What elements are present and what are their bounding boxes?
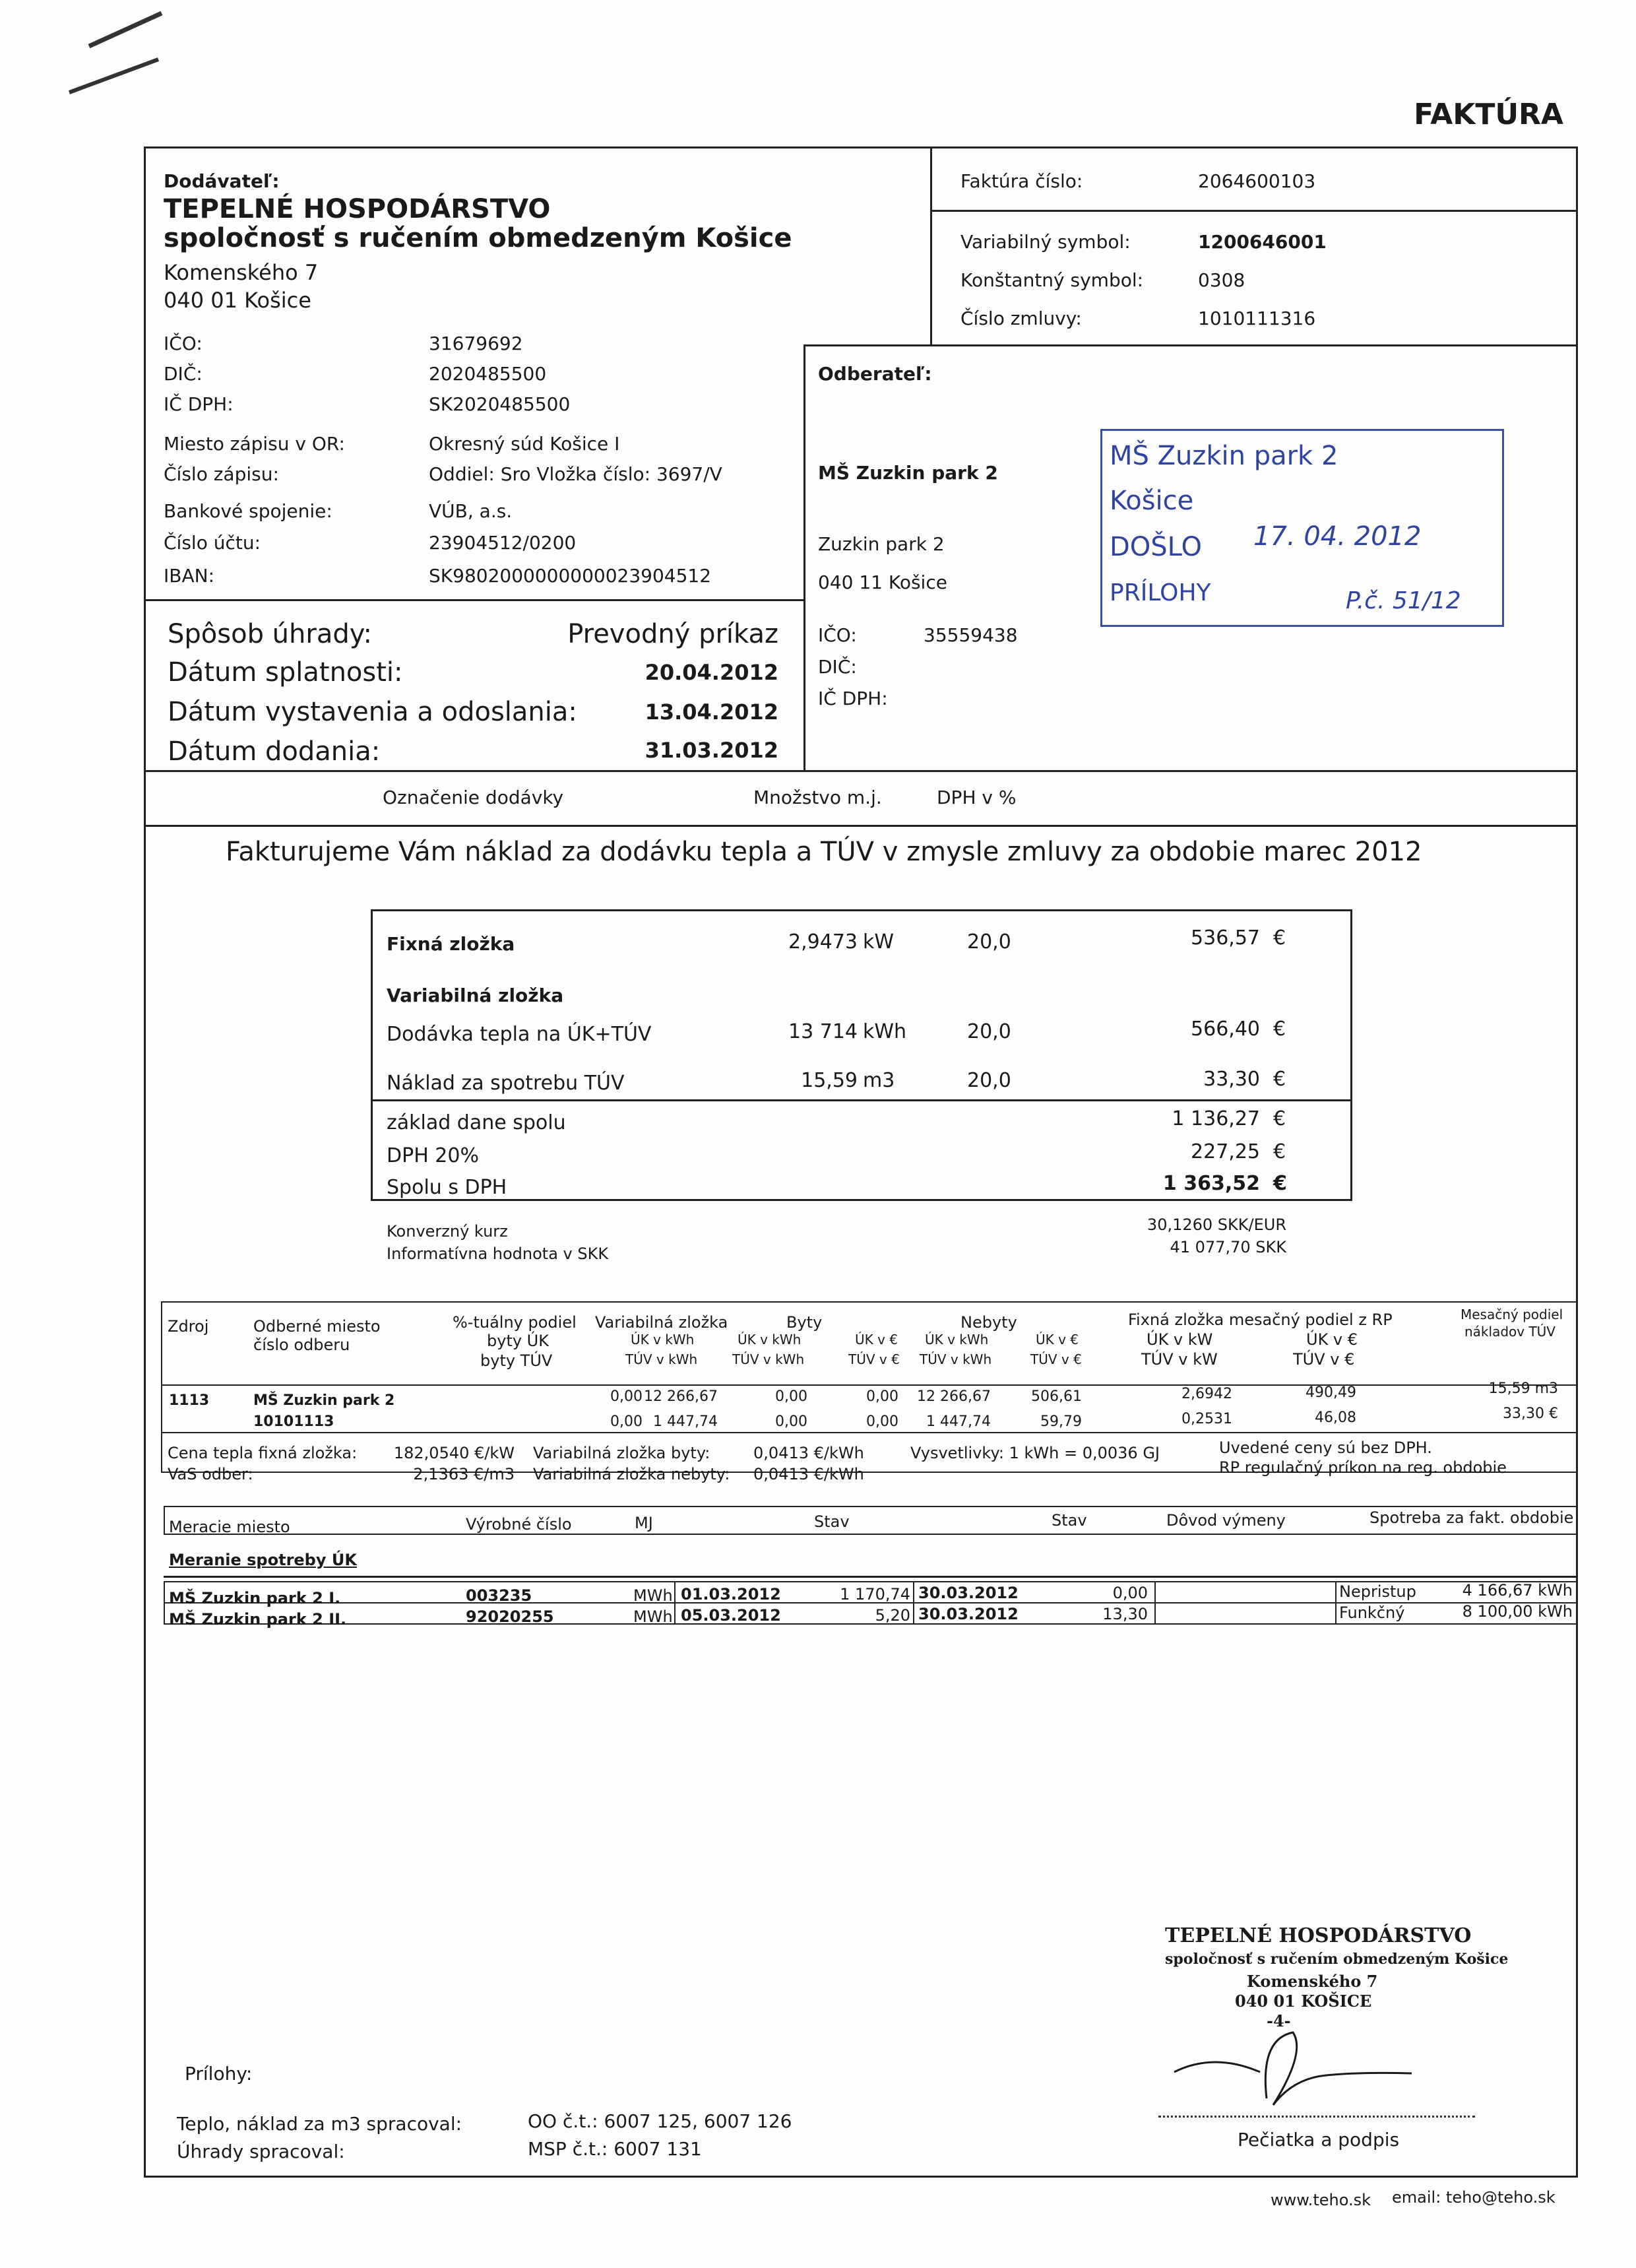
delivery-date: 31.03.2012	[645, 738, 778, 763]
footnote-label: Cena tepla fixná zložka:	[168, 1444, 358, 1462]
signature-label: Pečiatka a podpis	[1238, 2129, 1400, 2151]
contract-number: 1010111316	[1198, 308, 1316, 329]
divider	[144, 825, 1578, 827]
detail-cell: 0,2531	[1181, 1411, 1232, 1427]
supplier-label: Číslo zápisu:	[164, 463, 279, 485]
issue-date-label: Dátum vystavenia a odoslania:	[168, 697, 577, 727]
supplier-label: Bankové spojenie:	[164, 500, 332, 522]
total-amount: 1 363,52	[1162, 1172, 1260, 1195]
stamp-attachments-label: PRÍLOHY	[1110, 579, 1211, 606]
vat-currency: €	[1273, 1140, 1286, 1163]
supplier-label: IČ DPH:	[164, 393, 234, 415]
company-stamp-line: Komenského 7	[1247, 1972, 1378, 1991]
supplier-value: VÚB, a.s.	[429, 500, 513, 522]
contract-number-label: Číslo zmluvy:	[960, 308, 1082, 329]
variable-symbol-label: Variabilný symbol:	[960, 231, 1131, 253]
supplier-label: Miesto zápisu v OR:	[164, 433, 345, 455]
signature-line	[1158, 2116, 1475, 2118]
detail-header: Odberné miesto	[253, 1317, 381, 1336]
stamp-received-date: 17. 04. 2012	[1253, 521, 1422, 552]
payments-value: MSP č.t.: 6007 131	[528, 2138, 702, 2160]
skk-info-label: Informatívna hodnota v SKK	[387, 1245, 609, 1263]
detail-header: ÚK v kWh	[631, 1332, 695, 1347]
invoice-number: 2064600103	[1198, 170, 1316, 192]
item-label: Fixná zložka	[387, 933, 515, 955]
stamp-city: Košice	[1110, 486, 1194, 516]
detail-cell: 490,49	[1306, 1384, 1356, 1401]
detail-cell: 1 447,74	[926, 1413, 991, 1430]
tax-base-currency: €	[1273, 1107, 1286, 1130]
column-designation: Označenie dodávky	[383, 787, 564, 808]
conversion-rate: 30,1260 SKK/EUR	[1147, 1215, 1286, 1234]
footnote-rp: RP regulačný príkon na reg. obdobie	[1219, 1458, 1507, 1477]
payments-label: Úhrady spracoval:	[177, 2141, 345, 2162]
item-quantity: 15,59	[801, 1069, 858, 1092]
meter-consumption: 8 100,00 kWh	[1462, 1602, 1573, 1621]
detail-header: ÚK v €	[855, 1332, 898, 1347]
website-link[interactable]: www.teho.sk	[1271, 2191, 1371, 2209]
meter-header: Výrobné číslo	[466, 1515, 572, 1534]
detail-header: Variabilná zložka	[595, 1313, 728, 1332]
detail-header: TÚV v kWh	[732, 1351, 805, 1367]
supplier-value: Oddiel: Sro Vložka číslo: 3697/V	[429, 463, 722, 485]
meter-place: MŠ Zuzkin park 2 I.	[169, 1589, 341, 1607]
meter-header: Stav	[1052, 1511, 1087, 1530]
meter-value-from: 5,20	[875, 1606, 910, 1625]
variable-component-label: Variabilná zložka	[387, 985, 564, 1006]
meter-value-to: 13,30	[1102, 1605, 1148, 1623]
footnote-value: 0,0413 €/kWh	[753, 1444, 864, 1462]
item-unit: kWh	[863, 1020, 907, 1043]
supplier-value: SK2020485500	[429, 393, 571, 415]
detail-cell: 506,61	[1031, 1388, 1082, 1405]
detail-header: TÚV v kWh	[625, 1351, 698, 1367]
divider	[144, 770, 1578, 772]
due-date: 20.04.2012	[645, 660, 778, 685]
meter-status: Nepristup	[1339, 1582, 1416, 1601]
footnote-prices: Uvedené ceny sú bez DPH.	[1219, 1439, 1432, 1457]
document-title: FAKTÚRA	[1414, 98, 1563, 131]
email-link[interactable]: email: teho@teho.sk	[1392, 2188, 1556, 2207]
footnote-label: Variabilná zložka nebyty:	[533, 1465, 730, 1483]
item-vat: 20,0	[967, 1020, 1011, 1043]
supplier-value: 31679692	[429, 333, 523, 354]
customer-icdph-label: IČ DPH:	[818, 688, 888, 709]
supplier-label: IČO:	[164, 333, 203, 354]
supplier-legal-form: spoločnosť s ručením obmedzeným Košice	[164, 223, 792, 253]
supplier-label: IBAN:	[164, 565, 214, 587]
supplier-label: DIČ:	[164, 363, 203, 385]
skk-info-value: 41 077,70 SKK	[1170, 1238, 1286, 1256]
divider	[674, 1581, 676, 1625]
company-stamp-line: -4-	[1267, 2011, 1291, 2030]
detail-header: ÚK v kWh	[925, 1332, 989, 1347]
customer-name: MŠ Zuzkin park 2	[818, 462, 998, 484]
footnote-label: Variabilná zložka byty:	[533, 1444, 710, 1462]
detail-cell: 1113	[169, 1392, 210, 1409]
item-currency: €	[1273, 1068, 1286, 1091]
total-currency: €	[1273, 1172, 1287, 1195]
item-vat: 20,0	[967, 1069, 1011, 1092]
meter-unit: MWh	[633, 1586, 673, 1605]
detail-header: TÚV v kW	[1141, 1350, 1218, 1369]
item-unit: kW	[863, 930, 895, 954]
meter-place: MŠ Zuzkin park 2 II.	[169, 1610, 347, 1629]
detail-cell: 46,08	[1315, 1409, 1356, 1426]
company-stamp-line: spoločnosť s ručením obmedzeným Košice	[1165, 1951, 1509, 1968]
tax-base-amount: 1 136,27	[1172, 1107, 1260, 1130]
detail-cell: 0,00	[866, 1413, 898, 1430]
meter-consumption: 4 166,67 kWh	[1462, 1581, 1573, 1600]
attachments-label: Prílohy:	[185, 2063, 253, 2085]
detail-header: TÚV v €	[848, 1351, 900, 1367]
supplier-street: Komenského 7	[164, 260, 319, 285]
meter-header: Spotreba za fakt. obdobie	[1369, 1508, 1574, 1527]
customer-ico-label: IČO:	[818, 624, 857, 646]
detail-header: %-tuálny podiel	[453, 1313, 577, 1332]
divider	[1335, 1581, 1337, 1625]
item-amount: 536,57	[1191, 926, 1260, 950]
footnote-value: 2,1363 €/m3	[413, 1465, 515, 1483]
supplier-label: Číslo účtu:	[164, 532, 261, 554]
divider	[1154, 1581, 1156, 1625]
detail-header: Byty	[786, 1313, 823, 1332]
item-amount: 33,30	[1203, 1068, 1260, 1091]
detail-header: TÚV v €	[1293, 1350, 1355, 1369]
signature-icon	[1161, 2026, 1425, 2125]
meter-header: Dôvod výmeny	[1166, 1511, 1286, 1530]
detail-cell: 33,30 €	[1503, 1406, 1558, 1422]
column-quantity: Množstvo m.j.	[753, 787, 882, 808]
detail-cell: 0,00	[866, 1388, 898, 1405]
meter-header: MJ	[635, 1514, 653, 1532]
meter-date-to: 30.03.2012	[918, 1584, 1019, 1602]
detail-header: TÚV v €	[1030, 1351, 1082, 1367]
vat-amount: 227,25	[1191, 1140, 1260, 1163]
divider	[930, 146, 932, 344]
pen-marks	[63, 7, 181, 99]
meter-header: Meracie miesto	[169, 1518, 290, 1536]
footnote-value: 0,0413 €/kWh	[753, 1465, 864, 1483]
footnote-legend: Vysvetlivky: 1 kWh = 0,0036 GJ	[910, 1444, 1160, 1462]
item-quantity: 2,9473	[788, 930, 858, 954]
detail-header: číslo odberu	[253, 1336, 350, 1354]
divider	[930, 210, 1578, 212]
divider	[161, 1432, 1578, 1433]
detail-header: byty ÚK	[487, 1332, 549, 1350]
supplier-city: 040 01 Košice	[164, 288, 311, 313]
detail-cell: 12 266,67	[917, 1388, 991, 1405]
footnote-label: VaS odber:	[168, 1465, 253, 1483]
meter-section-title: Meranie spotreby ÚK	[169, 1551, 357, 1569]
customer-ico: 35559438	[924, 624, 1018, 646]
delivery-date-label: Dátum dodania:	[168, 736, 381, 767]
issue-date: 13.04.2012	[645, 699, 778, 725]
item-unit: m3	[863, 1069, 895, 1092]
item-label: Náklad za spotrebu TÚV	[387, 1072, 625, 1095]
meter-value-from: 1 170,74	[840, 1585, 910, 1604]
vat-label: DPH 20%	[387, 1144, 479, 1167]
item-currency: €	[1273, 926, 1286, 950]
item-label: Dodávka tepla na ÚK+TÚV	[387, 1023, 652, 1046]
detail-header: Fixná zložka mesačný podiel z RP	[1128, 1311, 1393, 1329]
detail-header: ÚK v €	[1036, 1332, 1079, 1347]
detail-header: ÚK v kWh	[738, 1332, 802, 1347]
detail-cell: 10101113	[253, 1413, 334, 1430]
customer-dic-label: DIČ:	[818, 656, 857, 678]
item-amount: 566,40	[1191, 1018, 1260, 1041]
processor-label: Teplo, náklad za m3 spracoval:	[177, 2113, 462, 2135]
customer-heading: Odberateľ:	[818, 363, 932, 385]
company-stamp-line: 040 01 KOŠICE	[1235, 1992, 1372, 2011]
detail-cell: 0,00	[610, 1413, 643, 1430]
detail-cell: 2,6942	[1181, 1386, 1232, 1402]
payment-method-label: Spôsob úhrady:	[168, 619, 372, 649]
customer-street: Zuzkin park 2	[818, 533, 945, 555]
invoice-description: Fakturujeme Vám náklad za dodávku tepla a TÚV v zmysle zmluvy za obdobie marec 2012	[226, 837, 1422, 867]
divider	[164, 1576, 1578, 1578]
detail-cell: 0,00	[610, 1388, 643, 1405]
stamp-received-label: DOŠLO	[1110, 532, 1203, 562]
meter-serial: 92020255	[466, 1607, 554, 1626]
detail-header: Mesačný podiel	[1461, 1307, 1563, 1322]
constant-symbol-label: Konštantný symbol:	[960, 269, 1144, 291]
tax-base-label: základ dane spolu	[387, 1111, 566, 1134]
meter-unit: MWh	[633, 1607, 673, 1626]
due-date-label: Dátum splatnosti:	[168, 657, 403, 688]
supplier-value: Okresný súd Košice I	[429, 433, 620, 455]
item-vat: 20,0	[967, 930, 1011, 954]
meter-status: Funkčný	[1339, 1604, 1405, 1622]
meter-header: Stav	[814, 1512, 850, 1531]
detail-header: TÚV v kWh	[920, 1351, 992, 1367]
meter-date-to: 30.03.2012	[918, 1605, 1019, 1623]
divider	[803, 344, 1578, 346]
customer-city: 040 11 Košice	[818, 571, 947, 593]
divider	[161, 1384, 1578, 1386]
meter-date-from: 05.03.2012	[681, 1606, 781, 1625]
detail-header: ÚK v kW	[1147, 1330, 1213, 1349]
divider	[803, 344, 805, 770]
detail-cell: 1 447,74	[653, 1413, 718, 1430]
detail-header: Nebyty	[960, 1313, 1017, 1332]
stamp-recipient: MŠ Zuzkin park 2	[1110, 441, 1338, 471]
item-quantity: 13 714	[788, 1020, 858, 1043]
detail-cell: 12 266,67	[644, 1388, 718, 1405]
conversion-rate-label: Konverzný kurz	[387, 1222, 508, 1241]
detail-cell: MŠ Zuzkin park 2	[253, 1392, 395, 1409]
item-currency: €	[1273, 1018, 1286, 1041]
supplier-value: 23904512/0200	[429, 532, 577, 554]
detail-header: ÚK v €	[1306, 1330, 1358, 1349]
supplier-heading: Dodávateľ:	[164, 170, 280, 192]
meter-serial: 003235	[466, 1586, 532, 1605]
payment-method: Prevodný príkaz	[567, 619, 778, 649]
column-vat: DPH v %	[937, 787, 1017, 808]
total-label: Spolu s DPH	[387, 1176, 507, 1199]
divider	[371, 1099, 1352, 1101]
detail-header: Zdroj	[168, 1317, 209, 1336]
company-stamp-line: TEPELNÉ HOSPODÁRSTVO	[1165, 1924, 1472, 1947]
detail-header: byty TÚV	[480, 1351, 553, 1370]
detail-cell: 15,59 m3	[1488, 1380, 1558, 1397]
detail-header: nákladov TÚV	[1464, 1324, 1556, 1340]
detail-cell: 0,00	[775, 1413, 807, 1430]
footnote-value: 182,0540 €/kW	[393, 1444, 515, 1462]
processor-value: OO č.t.: 6007 125, 6007 126	[528, 2110, 792, 2132]
meter-table-header	[164, 1506, 1578, 1535]
meter-date-from: 01.03.2012	[681, 1585, 781, 1604]
supplier-name: TEPELNÉ HOSPODÁRSTVO	[164, 194, 551, 224]
constant-symbol: 0308	[1198, 269, 1245, 291]
stamp-reg-number: P.č. 51/12	[1346, 587, 1461, 614]
invoice-number-label: Faktúra číslo:	[960, 170, 1083, 192]
divider	[913, 1581, 914, 1625]
meter-value-to: 0,00	[1112, 1584, 1148, 1602]
supplier-value: 2020485500	[429, 363, 547, 385]
detail-cell: 59,79	[1040, 1413, 1082, 1430]
supplier-value: SK9802000000000023904512	[429, 565, 712, 587]
detail-cell: 0,00	[775, 1388, 807, 1405]
divider	[144, 599, 803, 601]
variable-symbol: 1200646001	[1198, 231, 1327, 253]
